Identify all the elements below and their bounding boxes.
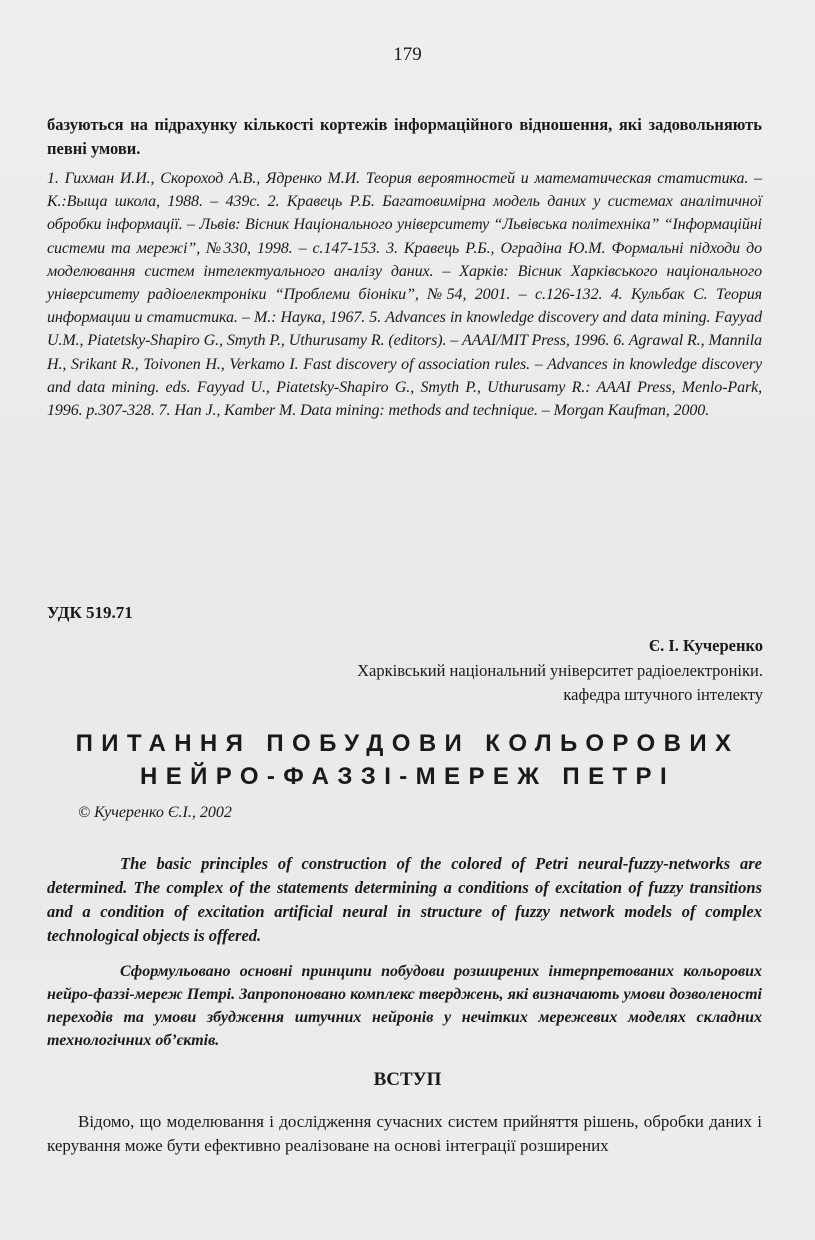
author-organization: Харківський національний університет радіоелектроніки. [357,661,763,680]
page-number: 179 [393,44,422,65]
paper-title-line-1: ПИТАННЯ ПОБУДОВИ КОЛЬОРОВИХ [75,730,740,757]
continuation-paragraph: базуються на підрахунку кількості кортежів інформаційного відношення, які задовольняють певні умови. [47,115,762,158]
paper-title-line-2: НЕЙРО-ФАЗЗІ-МЕРЕЖ ПЕТРІ [139,763,676,790]
section-heading-introduction: ВСТУП [373,1069,442,1090]
udk-code: УДК 519.71 [47,603,133,622]
abstract-english: The basic principles of construction of the colored of Petri neural-fuzzy-networks are determined. The complex of the statements determining a conditions of excitation of fuzzy transitions and a condition of excitation artificial neural in structure of fuzzy network models of complex technological objects is offered. [47,854,762,945]
abstract-ukrainian: Сформульовано основні принципи побудови розширених інтерпретованих кольорових нейро-фаззі-мереж Петрі. Запропоновано комплекс тверджень, які визначають умови дозволеності переходів та умови збудження штучних нейронів у нечітких мережевих моделях складних технологічних об’єктів. [47,963,762,1049]
author-department: кафедра штучного інтелекту [563,685,763,704]
introduction-paragraph: Відомо, що моделювання і дослідження сучасних систем прийняття рішень, обробки даних і керування може бути ефективно реалізоване на основі інтеграції розширених [47,1112,762,1155]
copyright-notice: © Кучеренко Є.І., 2002 [78,804,232,821]
author-name: Є. І. Кучеренко [648,636,763,655]
references-list: 1. Гихман И.И., Скороход А.В., Ядренко М.И. Теория вероятностей и математическая статистика. – К.:Выща школа, 1988. – 439с. 2. Кравець Р.Б. Багатовимірна модель даних у системах аналітичної обробки інформації. – Львів: Вісник Національного університету “Львівська політехніка” “Інформаційні системи та мережі”, №330, 1998. – с.147-153. 3. Кравець Р.Б., Оградіна Ю.М. Формальні підходи до моделювання систем інтелектуального аналізу даних. – Харків: Вісник Харківського національного університету радіоелектроніки “Проблеми біоніки”, №54, 2001. – с.126-132. 4. Кульбак С. Теория информации и статистика. – М.: Наука, 1967. 5. Advances in knowledge discovery and data mining. Fayyad U.M., Piatetsky-Shapiro G., Smyth P., Uthurusamy R. (editors). – AAAI/MIT Press, 1996. 6. Agrawal R., Mannila H., Srikant R., Toivonen H., Verkamo I. Fast discovery of association rules. – Advances in knowledge discovery and data mining. eds. Fayyad U., Piatetsky-Shapiro G., Smyth P., Uthurusamy R.: AAAI Press, Menlo-Park, 1996. p.307-328. 7. Han J., Kamber M. Data mining: methods and technique. – Morgan Kaufman, 2000. [47,170,762,420]
